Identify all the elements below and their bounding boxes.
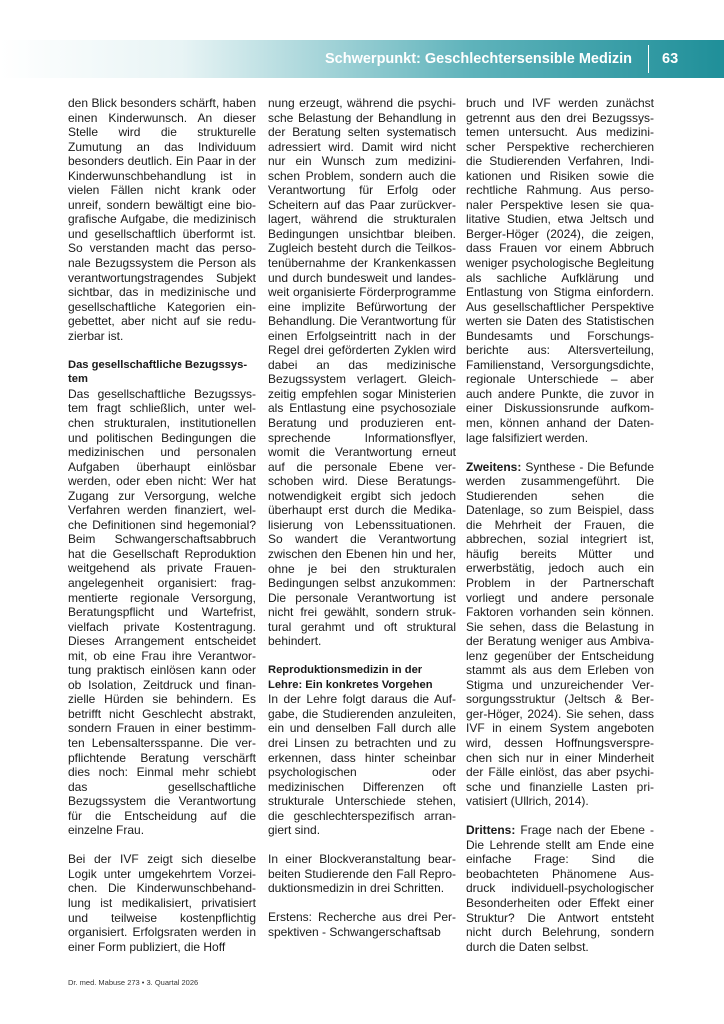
- text-column-1: [68, 96, 256, 969]
- page-number: 63: [662, 51, 679, 67]
- paragraph: Das gesellschaftliche Bezugssystem fragt schließlich, unter welchen strukturalen, institutionellen und politischen Bedingungen die medizinischen und personalen Aufgaben überhaupt einlösbar werden, oder eben nicht: Wer hat Zugang zur Versorgung, welche Verfahren werden finanziert, welche Definitionen sind hegemonial? Beim Schwangerschaftsabbruch hat die Gesellschaft Reproduktion weitgehend als private Frauenangelegenheit organisiert: fragmentierte regionale Versorgung, Beratungspflicht und Wartefrist, vielfach private Kostentragung. Dieses Arrangement entscheidet mit, ob eine Frau ihre Verantwortung praktisch einlösen kann oder ob Isolation, Zeitdruck und finanzielle Hürden sie behindern. Es betrifft nicht Geschlecht abstrakt, sondern Frauen in einer bestimmten Lebensaltersspanne. Die verpflichtende Beratung verschärft dies noch: Einmal mehr schiebt das gesellschaftliche Bezugssystem die Verantwortung für die Entscheidung auf die einzelne Frau.: [68, 386, 256, 838]
- page-header: [0, 40, 724, 78]
- step-text: Frage nach der Ebene - Die Lehrende stellt am Ende eine einfache Frage: Sind die beobachteten Phänomene Ausdruck individuell-psychologischer Besonderheiten oder Effekt einer Struktur? Die Antwort entsteht nicht durch Belehrung, sondern durch die Daten selbst.: [466, 823, 654, 954]
- text-column-2: [268, 96, 456, 954]
- text-column-3: [466, 96, 654, 969]
- paragraph-erstens: [268, 910, 456, 939]
- step-label-erstens: Erstens:: [268, 910, 313, 925]
- paragraph: In der Lehre folgt daraus die Aufgabe, die Studierenden anzuleiten, ein und denselben Fall durch alle drei Linsen zu betrachten und zu erkennen, dass hinter scheinbar psychologischen oder medizinischen Differenzen oft strukturale Unterschiede stehen, die geschlechterspezifisch arrangiert sind.: [268, 692, 456, 838]
- page-footer: Dr. med. Mabuse 273 • 3. Quartal 2026: [68, 978, 199, 987]
- paragraph-zweitens: [466, 460, 654, 809]
- step-label-zweitens: Zweitens:: [466, 459, 522, 474]
- step-text: Synthese - Die Befunde werden zusammengeführt. Die Studierenden sehen die Datenlage, so zum Beispiel, dass die Mehrheit der Frauen, die abbrechen, sozial integriert ist, häufig bereits Mütter und erwerbstätig, jedoch auch ein Problem in der Partnerschaft vorliegt und andere personale Faktoren vorhanden sein können. Sie sehen, dass die Belastung in der Beratung weniger aus Ambivalenz gegenüber der Entscheidung stammt als aus dem Erleben von Stigma und unzureichender Versorgungsstruktur (Jeltsch & Berger-Höger, 2024). Sie sehen, dass IVF in einem System angeboten wird, dessen Hoffnungsversprechen sich nur in einer Minderheit der Fälle einlöst, das aber psychische und finanzielle Lasten privatisiert (Ullrich, 2014).: [466, 459, 654, 809]
- paragraph: den Blick besonders schärft, haben einen Kinderwunsch. An dieser Stelle wird die strukturelle Zumutung an das Individuum besonders deutlich. Ein Paar in der Kinderwunschbehandlung ist in vielen Fällen nicht krank oder unreif, sondern bewältigt eine biografische Aufgabe, die medizinisch und gesellschaftlich überformt ist. So verstanden macht das personale Bezugssystem die Person als verantwortungstragendes Subjekt sichtbar, das in medizinische und gesellschaftliche Kategorien eingebettet, aber nicht auf sie reduzierbar ist.: [68, 96, 256, 343]
- paragraph-drittens: [466, 823, 654, 954]
- section-heading-gesellschaftliches-bezugssystem: Das gesellschaftliche Bezugssystem: [68, 358, 248, 386]
- section-title: Schwerpunkt: Geschlechtersensible Medizin: [325, 51, 632, 67]
- paragraph: In einer Blockveranstaltung bearbeiten Studierende den Fall Reproduktionsmedizin in drei Schritten.: [268, 852, 456, 896]
- paragraph: nung erzeugt, während die psychische Belastung der Behandlung in der Beratung selten systematisch adressiert wird. Damit wird nicht nur ein Wunsch zum medizinischen Problem, sondern auch die Verantwortung für Erfolg oder Scheitern auf das Paar zurückverlagert, während die strukturalen Bedingungen unsichtbar bleiben. Zugleich besteht durch die Teilkostenübernahme der Krankenkassen und durch bundesweit und landesweit organisierte Förderprogramme eine implizite Befürwortung der Behandlung. Die Verantwortung für einen Erfolgseintritt nach in der Regel drei geförderten Zyklen wird dabei an das medizinische Bezugssystem verlagert. Gleichzeitig empfehlen sogar Ministerien als Entlastung eine psychosoziale Beratung und produzieren entsprechende Informationsflyer, womit die Verantwortung erneut auf die personale Ebene verschoben wird. Diese Beratungsnotwendigkeit ergibt sich jedoch überhaupt erst durch die Medikalisierung von Lebenssituationen. So wandert die Verantwortung zwischen den Ebenen hin und her, ohne je bei den strukturalen Bedingungen selbst anzukommen: Die personale Verantwortung ist nicht frei gewählt, sondern struktural gerahmt und oft struktural behindert.: [268, 96, 456, 649]
- step-label-drittens: Drittens:: [466, 823, 516, 838]
- step-text: Recherche aus drei Perspektiven - Schwangerschaftsab: [268, 910, 456, 940]
- paragraph: bruch und IVF werden zunächst getrennt aus den drei Bezugssystemen untersucht. Aus medizinischer Perspektive recherchieren die Studierenden Verfahren, Indikationen und Risiken sowie die rechtliche Rahmung. Aus personaler Perspektive lesen sie qualitative Studien, etwa Jeltsch und Berger-Höger (2024), die zeigen, dass Frauen vor einem Abbruch weniger psychologische Begleitung als sachliche Aufklärung und Entlastung von Stigma einfordern. Aus gesellschaftlicher Perspektive werten sie Daten des Statistischen Bundesamts und Forschungsberichte aus: Altersverteilung, Familienstand, Versorgungsdichte, regionale Unterschiede – aber auch andere Punkte, die zuvor in einer Diskussionsrunde aufkommen, können anhand der Datenlage falsifiziert werden.: [466, 96, 654, 445]
- paragraph: Bei der IVF zeigt sich dieselbe Logik unter umgekehrtem Vorzeichen. Die Kinderwunschbehandlung ist medikalisiert, privatisiert und teilweise kostenpflichtig organisiert. Erfolgsraten werden in einer Form publiziert, die Hoff: [68, 852, 256, 954]
- section-heading-reproduktionsmedizin-lehre: Reproduktionsmedizin in der Lehre: Ein konkretes Vorgehen: [268, 664, 433, 691]
- header-divider: [648, 45, 649, 73]
